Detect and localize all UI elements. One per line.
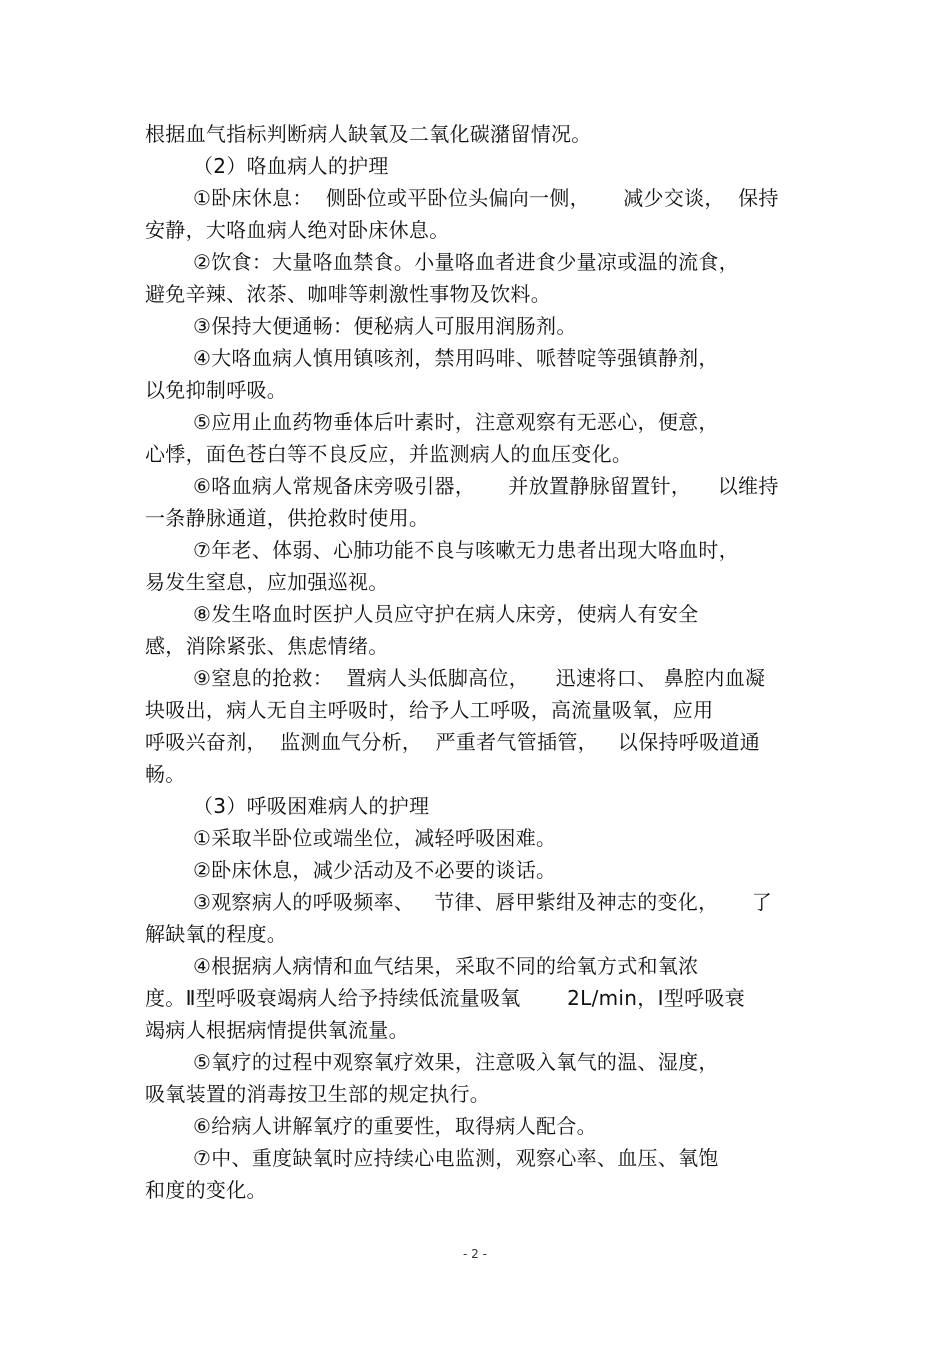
text-line: 度。Ⅱ型呼吸衰竭病人给予持续低流量吸氧 2L/min，Ⅰ型呼吸衰 — [145, 986, 745, 1010]
text-line: ②卧床休息，减少活动及不必要的谈话。 — [193, 858, 557, 882]
text-line: 避免辛辣、浓茶、咖啡等刺激性事物及饮料。 — [145, 282, 551, 306]
text-line: 呼吸兴奋剂， 监测血气分析， 严重者气管插管， 以保持呼吸道通 — [145, 730, 761, 754]
text-line: 易发生窒息，应加强巡视。 — [145, 570, 389, 594]
page-number: - 2 - — [463, 1247, 487, 1261]
text-line: ③保持大便通畅：便秘病人可服用润肠剂。 — [193, 314, 577, 338]
text-line: ⑨窒息的抢救： 置病人头低脚高位， 迅速将口、 鼻腔内血凝 — [193, 666, 766, 690]
text-line: 根据血气指标判断病人缺氧及二氧化碳潴留情况。 — [145, 122, 592, 146]
text-line: ⑥给病人讲解氧疗的重要性，取得病人配合。 — [193, 1114, 597, 1138]
text-line: ⑦中、重度缺氧时应持续心电监测，观察心率、血压、氧饱 — [193, 1146, 719, 1170]
section-heading: （2）咯血病人的护理 — [193, 154, 389, 178]
text-line: ⑤氧疗的过程中观察氧疗效果，注意吸入氧气的温、湿度， — [193, 1050, 719, 1074]
text-line: 畅。 — [145, 762, 186, 786]
text-line: ④大咯血病人慎用镇咳剂，禁用吗啡、哌替啶等强镇静剂， — [193, 346, 719, 370]
text-line: ②饮食：大量咯血禁食。小量咯血者进食少量凉或温的流食， — [193, 250, 740, 274]
text-line: 安静，大咯血病人绝对卧床休息。 — [145, 218, 450, 242]
text-line: ⑥咯血病人常规备床旁吸引器， 并放置静脉留置针， 以维持 — [193, 474, 779, 498]
text-line: ①采取半卧位或端坐位，减轻呼吸困难。 — [193, 826, 557, 850]
text-line: 以免抑制呼吸。 — [145, 378, 288, 402]
text-line: 一条静脉通道，供抢救时使用。 — [145, 506, 430, 530]
text-line: 解缺氧的程度。 — [145, 922, 288, 946]
text-line: ③观察病人的呼吸频率、 节律、唇甲紫绀及神志的变化， 了 — [193, 890, 772, 914]
text-line: ⑤应用止血药物垂体后叶素时，注意观察有无恶心，便意， — [193, 410, 719, 434]
section-heading: （3）呼吸困难病人的护理 — [193, 794, 430, 818]
text-line: ④根据病人病情和血气结果，采取不同的给氧方式和氧浓 — [193, 954, 699, 978]
text-line: ①卧床休息： 侧卧位或平卧位头偏向一侧， 减少交谈， 保持 — [193, 186, 779, 210]
text-line: 感，消除紧张、焦虑情绪。 — [145, 634, 389, 658]
text-line: 心悸，面色苍白等不良反应，并监测病人的血压变化。 — [145, 442, 633, 466]
text-line: ⑦年老、体弱、心肺功能不良与咳嗽无力患者出现大咯血时， — [193, 538, 740, 562]
text-line: 竭病人根据病情提供氧流量。 — [145, 1018, 409, 1042]
text-line: 块吸出，病人无自主呼吸时，给予人工呼吸，高流量吸氧，应用 — [145, 698, 714, 722]
text-line: 和度的变化。 — [145, 1178, 267, 1202]
text-line: 吸氧装置的消毒按卫生部的规定执行。 — [145, 1082, 491, 1106]
text-line: ⑧发生咯血时医护人员应守护在病人床旁，使病人有安全 — [193, 602, 699, 626]
